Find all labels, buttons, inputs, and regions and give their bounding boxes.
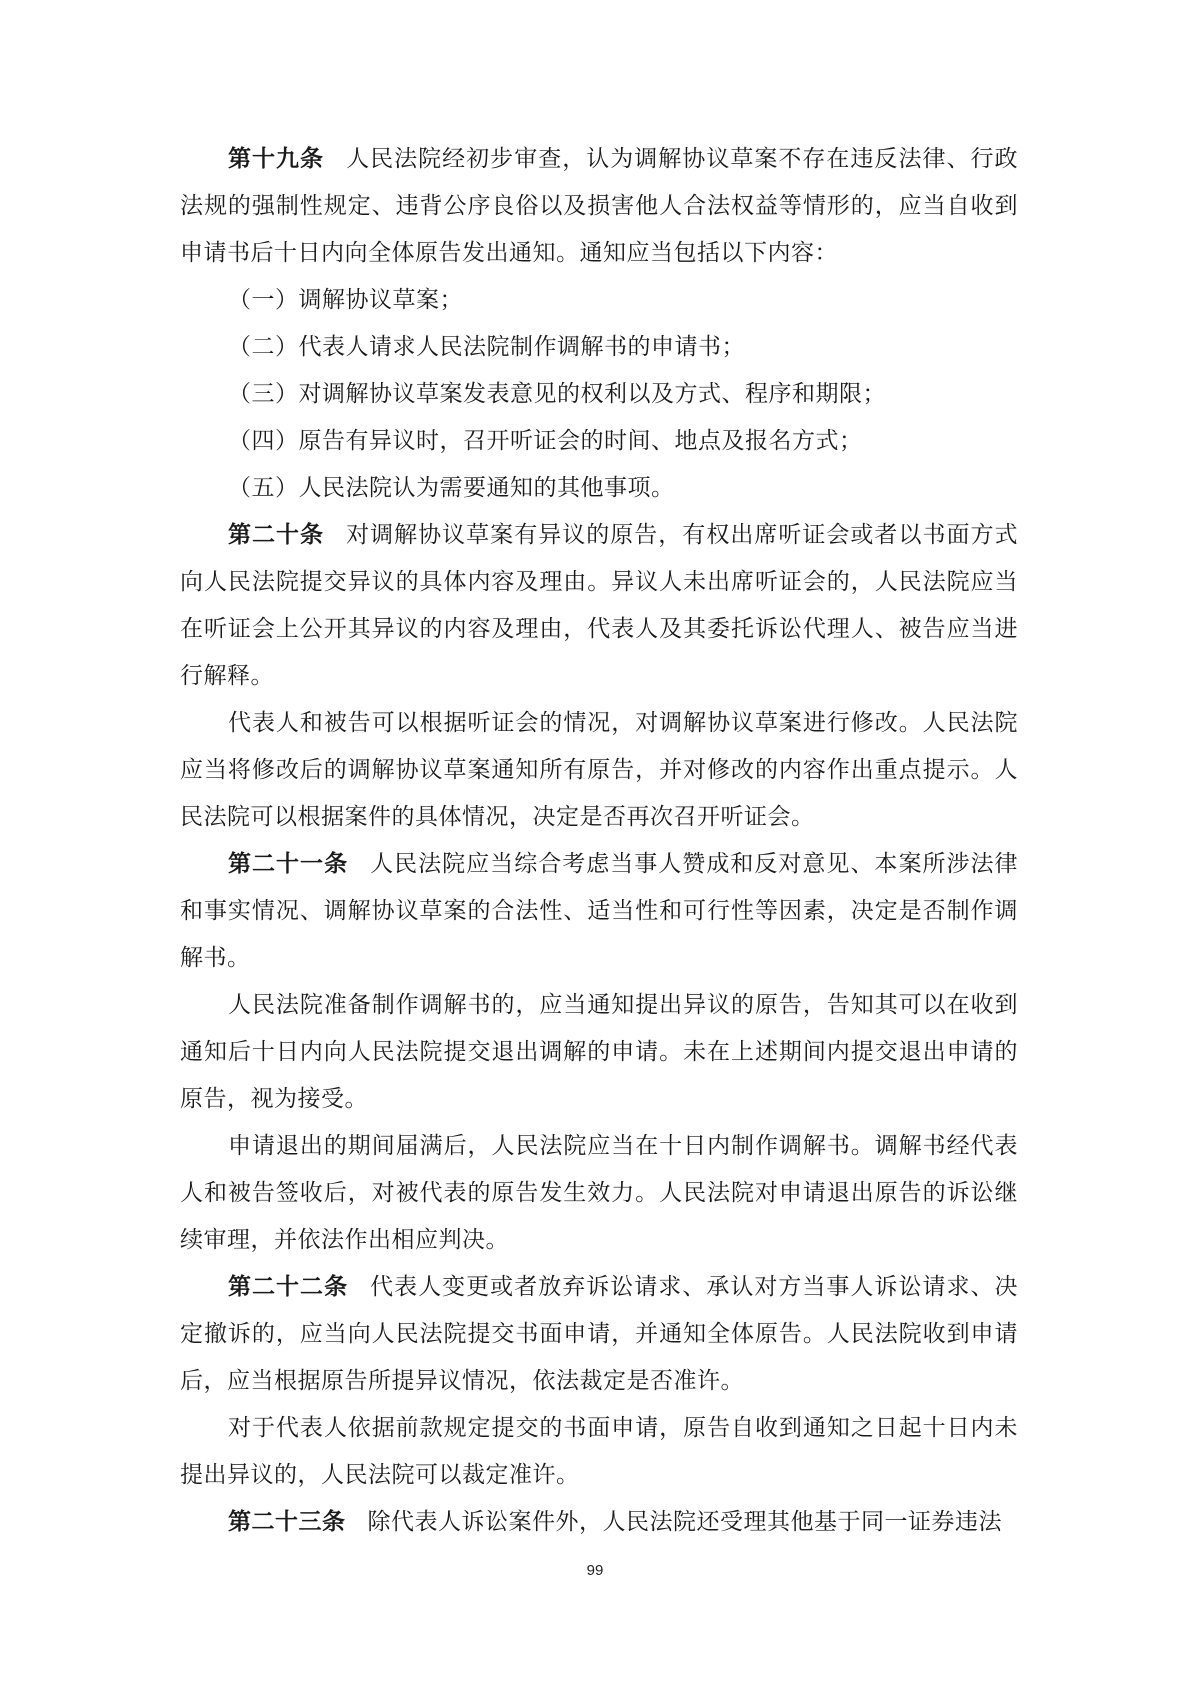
paragraph-article-22-clause-2 <box>180 1405 1018 1499</box>
paragraph-text: 对于代表人依据前款规定提交的书面申请，原告自收到通知之日起十日内未提出异议的，人民法院可以裁定准许。 <box>180 1415 1018 1488</box>
paragraph-article-23 <box>180 1499 1018 1546</box>
article-number: 第二十二条 <box>228 1274 349 1300</box>
paragraph-text: 申请退出的期间届满后，人民法院应当在十日内制作调解书。调解书经代表人和被告签收后，对被代表的原告发生效力。人民法院对申请退出原告的诉讼继续审理，并依法作出相应判决。 <box>180 1133 1018 1253</box>
paragraph-article-21-clause-3 <box>180 1123 1018 1264</box>
article-number: 第二十一条 <box>228 851 349 877</box>
list-item-1 <box>180 277 1018 324</box>
paragraph-text: （二）代表人请求人民法院制作调解书的申请书； <box>228 334 745 360</box>
list-item-2 <box>180 324 1018 371</box>
paragraph-article-21 <box>180 841 1018 982</box>
paragraph-text: 人民法院经初步审查，认为调解协议草案不存在违反法律、行政法规的强制性规定、违背公序良俗以及损害他人合法权益等情形的，应当自收到申请书后十日内向全体原告发出通知。通知应当包括以下内容： <box>180 146 1019 266</box>
paragraph-text: 代表人变更或者放弃诉讼请求、承认对方当事人诉讼请求、决定撤诉的，应当向人民法院提交书面申请，并通知全体原告。人民法院收到申请后，应当根据原告所提异议情况，依法裁定是否准许。 <box>180 1274 1019 1394</box>
article-number: 第二十三条 <box>228 1509 346 1535</box>
list-item-4 <box>180 418 1018 465</box>
list-item-5 <box>180 465 1018 512</box>
paragraph-text: 除代表人诉讼案件外，人民法院还受理其他基于同一证券违法 <box>367 1509 1002 1535</box>
paragraph-text: （五）人民法院认为需要通知的其他事项。 <box>228 475 675 501</box>
document-body <box>180 136 1018 1546</box>
paragraph-article-22 <box>180 1264 1018 1405</box>
paragraph-text: 人民法院应当综合考虑当事人赞成和反对意见、本案所涉法律和事实情况、调解协议草案的合法性、适当性和可行性等因素，决定是否制作调解书。 <box>180 851 1019 971</box>
paragraph-article-19 <box>180 136 1018 277</box>
list-item-3 <box>180 371 1018 418</box>
page-number: 99 <box>586 1562 604 1579</box>
article-number: 第二十条 <box>228 522 325 548</box>
paragraph-text: 对调解协议草案有异议的原告，有权出席听证会或者以书面方式向人民法院提交异议的具体内容及理由。异议人未出席听证会的，人民法院应当在听证会上公开其异议的内容及理由，代表人及其委托诉讼代理人、被告应当进行解释。 <box>180 522 1019 689</box>
paragraph-text: （三）对调解协议草案发表意见的权利以及方式、程序和期限； <box>228 381 886 407</box>
paragraph-text: 人民法院准备制作调解书的，应当通知提出异议的原告，告知其可以在收到通知后十日内向人民法院提交退出调解的申请。未在上述期间内提交退出申请的原告，视为接受。 <box>180 992 1018 1112</box>
paragraph-article-21-clause-2 <box>180 982 1018 1123</box>
paragraph-text: 代表人和被告可以根据听证会的情况，对调解协议草案进行修改。人民法院应当将修改后的调解协议草案通知所有原告，并对修改的内容作出重点提示。人民法院可以根据案件的具体情况，决定是否再次召开听证会。 <box>180 710 1018 830</box>
paragraph-article-20 <box>180 512 1018 700</box>
article-number: 第十九条 <box>228 146 325 172</box>
paragraph-text: （四）原告有异议时，召开听证会的时间、地点及报名方式； <box>228 428 863 454</box>
paragraph-text: （一）调解协议草案； <box>228 287 463 313</box>
paragraph-article-20-clause-2 <box>180 700 1018 841</box>
